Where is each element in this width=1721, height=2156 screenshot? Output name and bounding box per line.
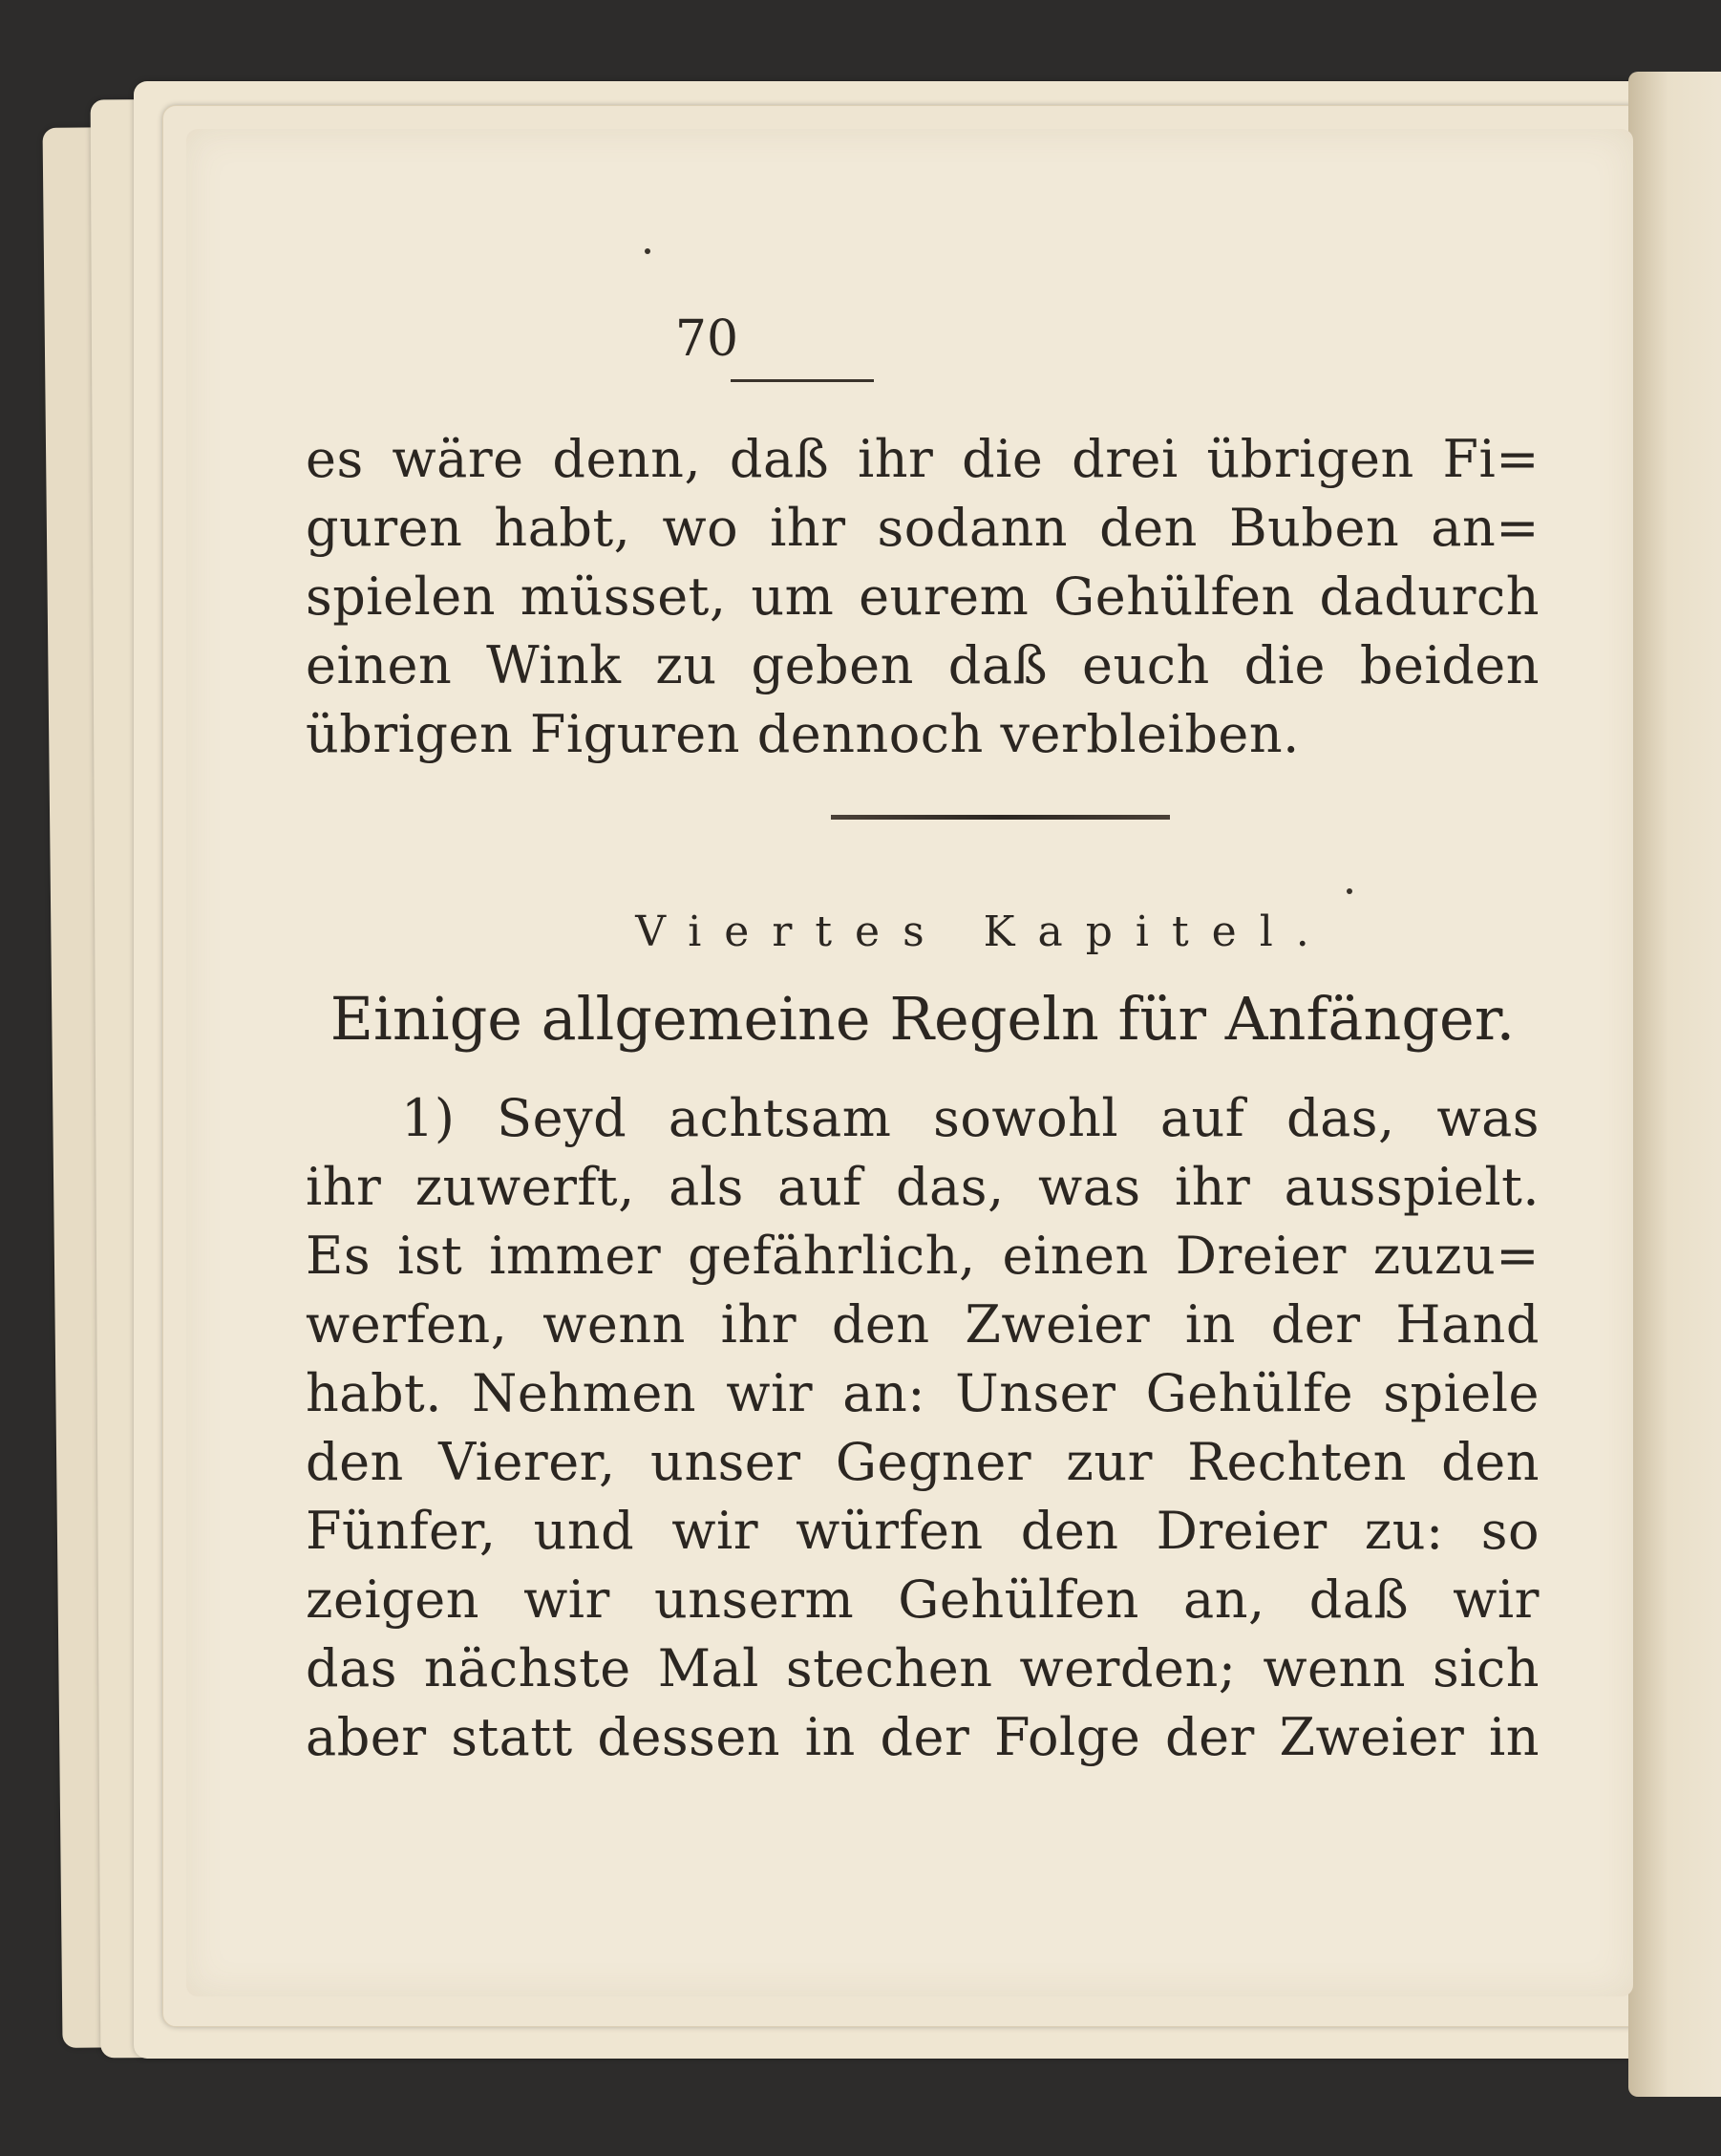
text-line: spielen müsset, um eurem Gehülfen dadurch	[306, 566, 1540, 627]
text-line: den Vierer, unser Gegner zur Rechten den	[306, 1432, 1540, 1492]
chapter-title: Einige allgemeine Regeln für Anfänger.	[329, 984, 1516, 1054]
section-divider	[831, 815, 1170, 820]
paragraph-1	[306, 425, 1540, 769]
paragraph-2	[306, 1084, 1540, 1772]
book-page	[186, 129, 1633, 1996]
facing-page-edge	[1628, 72, 1721, 2097]
chapter-heading: Viertes Kapitel.	[635, 907, 1332, 956]
text-line: Fünfer, und wir würfen den Dreier zu: so	[306, 1501, 1540, 1561]
text-line: es wäre denn, daß ihr die drei übrigen Fi=	[306, 429, 1540, 489]
ink-speck	[1347, 888, 1352, 894]
text-line: werfen, wenn ihr den Zweier in der Hand	[306, 1294, 1540, 1355]
text-line: habt. Nehmen wir an: Unser Gehülfe spiele	[306, 1363, 1540, 1423]
ink-speck	[645, 248, 650, 254]
page-number: 70	[674, 310, 739, 368]
text-line: Es ist immer gefährlich, einen Dreier zuzu=	[306, 1226, 1540, 1286]
text-line: guren habt, wo ihr sodann den Buben an=	[306, 498, 1540, 558]
text-line: 1) Seyd achtsam sowohl auf das, was	[401, 1088, 1540, 1148]
text-line: einen Wink zu geben daß euch die beiden	[306, 635, 1540, 695]
text-line: ihr zuwerft, als auf das, was ihr ausspielt.	[306, 1157, 1540, 1217]
text-line: aber statt dessen in der Folge der Zweier in	[306, 1707, 1540, 1767]
text-line: zeigen wir unserm Gehülfen an, daß wir	[306, 1569, 1540, 1630]
page-number-rule	[731, 379, 874, 382]
text-line: das nächste Mal stechen werden; wenn sich	[306, 1638, 1540, 1698]
text-line: übrigen Figuren dennoch verbleiben.	[306, 704, 1300, 764]
